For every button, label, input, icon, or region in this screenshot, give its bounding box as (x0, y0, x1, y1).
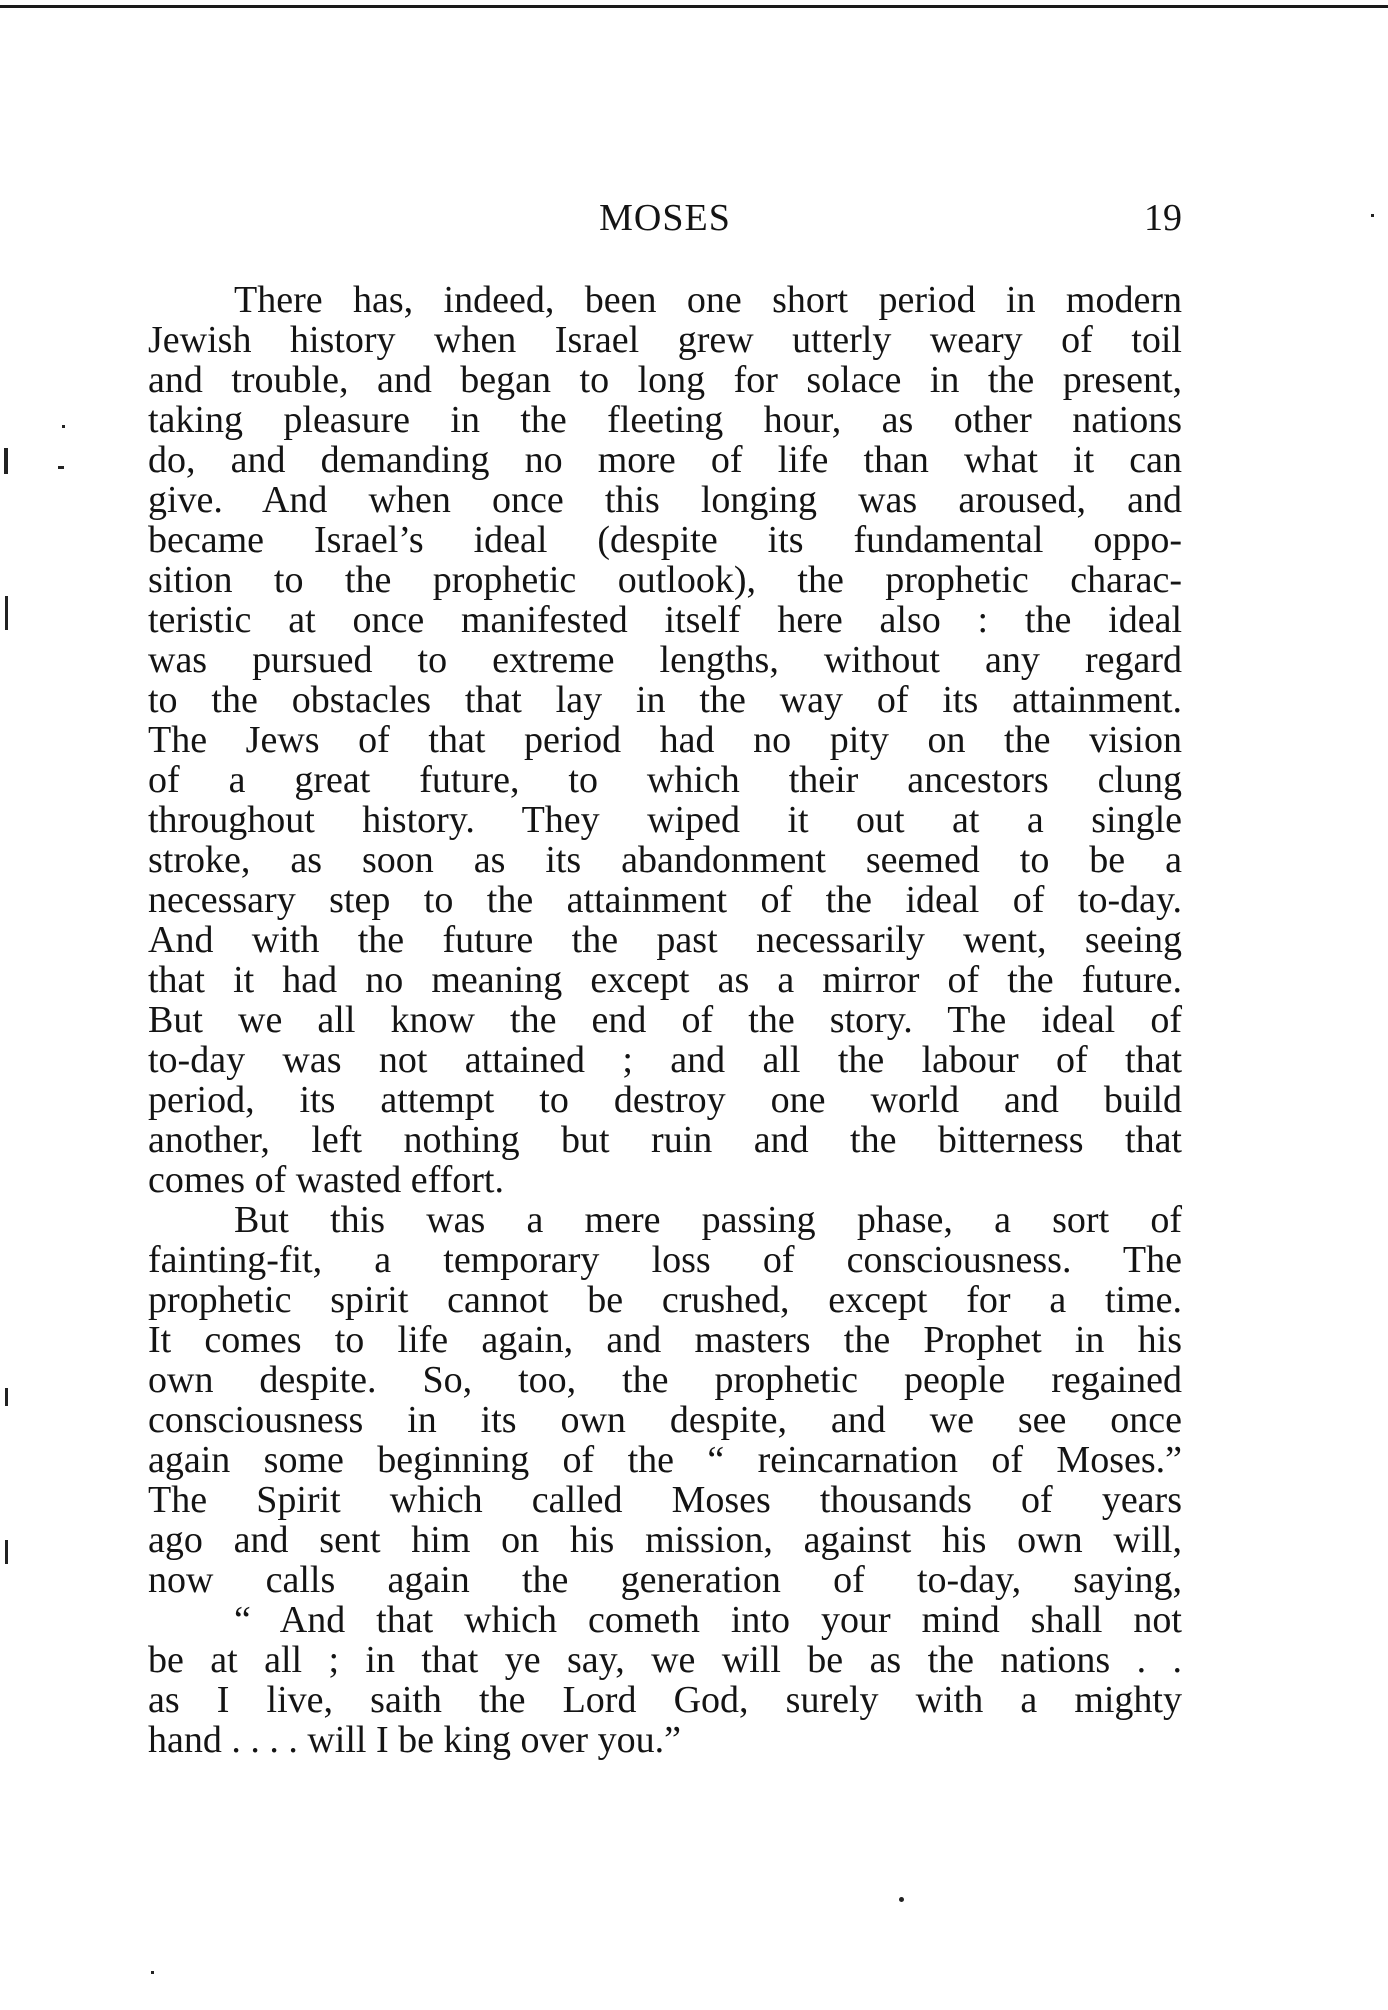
text-line: comes of wasted effort. (148, 1159, 504, 1201)
text-line: The Spirit which called Moses thousands of years (148, 1479, 1182, 1521)
text-line: as I live, saith the Lord God, surely with a mighty (148, 1679, 1182, 1721)
body-text (148, 280, 1182, 1760)
page-header (148, 196, 1182, 246)
text-line: to the obstacles that lay in the way of its attainment. (148, 679, 1182, 721)
text-line: “ And that which cometh into your mind shall not (234, 1599, 1182, 1641)
text-line: There has, indeed, been one short period in modern (234, 279, 1182, 321)
scan-speck (4, 448, 8, 474)
text-line: again some beginning of the “ reincarnation of Moses.” (148, 1439, 1182, 1481)
text-line: stroke, as soon as its abandonment seemed to be a (148, 839, 1182, 881)
scan-speck (1371, 214, 1374, 217)
text-line: necessary step to the attainment of the ideal of to-day. (148, 879, 1182, 921)
text-line: prophetic spirit cannot be crushed, except for a time. (148, 1279, 1182, 1321)
text-line: became Israel’s ideal (despite its fundamental oppo- (148, 519, 1182, 561)
page-number: 19 (1144, 197, 1182, 239)
text-line: throughout history. They wiped it out at a single (148, 799, 1182, 841)
text-line: Jewish history when Israel grew utterly weary of toil (148, 319, 1182, 361)
scan-speck (5, 1388, 8, 1406)
text-line: of a great future, to which their ancestors clung (148, 759, 1182, 801)
scan-speck (58, 466, 64, 469)
text-line: another, left nothing but ruin and the bitterness that (148, 1119, 1182, 1161)
text-line: fainting-fit, a temporary loss of consciousness. The (148, 1239, 1182, 1281)
scan-speck (5, 1540, 8, 1564)
text-line: hand . . . . will I be king over you.” (148, 1719, 681, 1761)
text-line: And with the future the past necessarily went, seeing (148, 919, 1182, 961)
text-line: that it had no meaning except as a mirror of the future. (148, 959, 1182, 1001)
text-line: It comes to life again, and masters the Prophet in his (148, 1319, 1182, 1361)
scan-speck (5, 596, 8, 630)
scan-speck (899, 1897, 904, 1902)
text-line: do, and demanding no more of life than what it can (148, 439, 1182, 481)
text-line: But we all know the end of the story. The ideal of (148, 999, 1182, 1041)
top-edge-rule (0, 5, 1388, 8)
text-line: But this was a mere passing phase, a sort of (234, 1199, 1182, 1241)
text-line: give. And when once this longing was aroused, and (148, 479, 1182, 521)
text-line: now calls again the generation of to-day, saying, (148, 1559, 1182, 1601)
running-head: MOSES (599, 197, 731, 239)
text-line: sition to the prophetic outlook), the prophetic charac- (148, 559, 1182, 601)
text-line: period, its attempt to destroy one world and build (148, 1079, 1182, 1121)
text-line: be at all ; in that ye say, we will be as the nations . . (148, 1639, 1182, 1681)
text-line: taking pleasure in the fleeting hour, as other nations (148, 399, 1182, 441)
text-line: to-day was not attained ; and all the labour of that (148, 1039, 1182, 1081)
text-line: teristic at once manifested itself here also : the ideal (148, 599, 1182, 641)
scan-speck (151, 1971, 154, 1974)
text-line: ago and sent him on his mission, against his own will, (148, 1519, 1182, 1561)
text-line: and trouble, and began to long for solace in the present, (148, 359, 1182, 401)
text-line: own despite. So, too, the prophetic people regained (148, 1359, 1182, 1401)
text-line: was pursued to extreme lengths, without any regard (148, 639, 1182, 681)
text-line: The Jews of that period had no pity on the vision (148, 719, 1182, 761)
text-line: consciousness in its own despite, and we see once (148, 1399, 1182, 1441)
scan-speck (62, 425, 65, 428)
